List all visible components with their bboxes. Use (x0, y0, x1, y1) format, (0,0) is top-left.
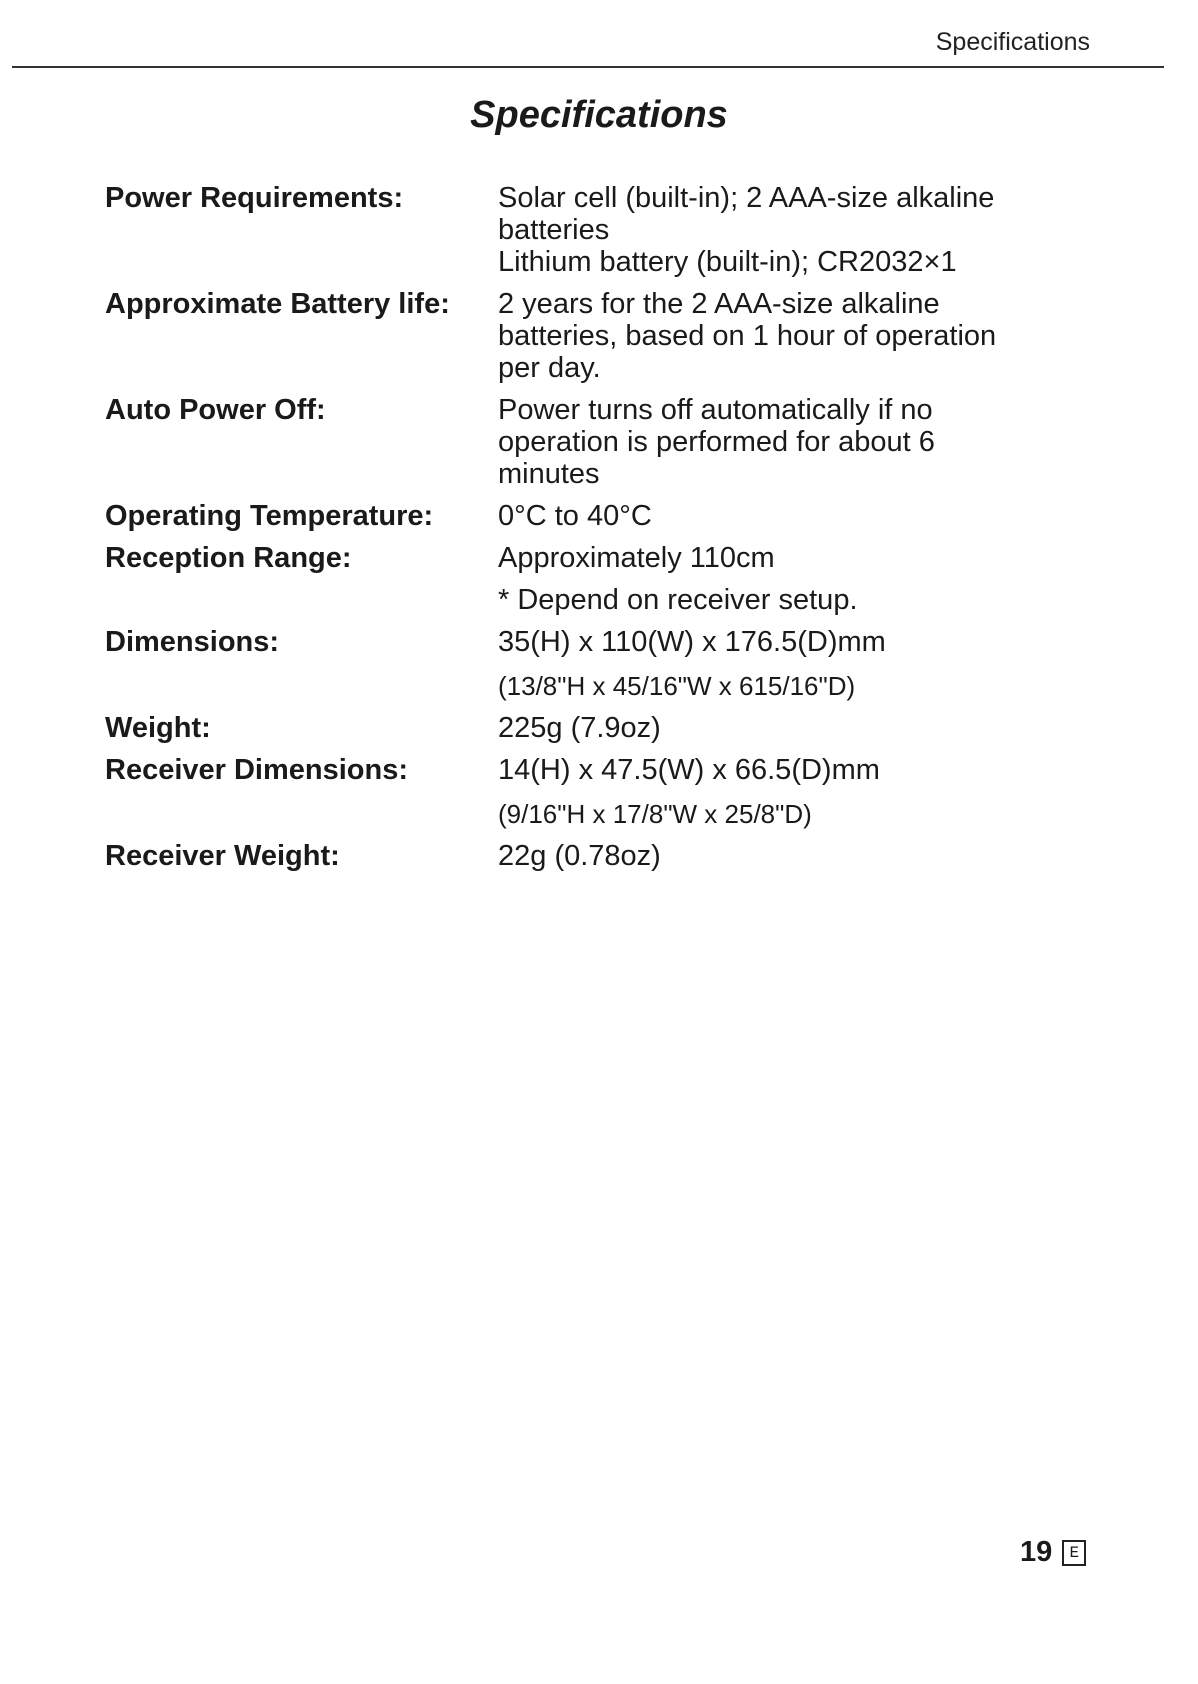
page-number: 19 (1020, 1536, 1053, 1568)
page-footer (1020, 1536, 1086, 1569)
spec-value: operation is performed for about 6 (498, 426, 935, 458)
spec-values (498, 182, 1075, 278)
spec-value: batteries (498, 214, 610, 246)
spec-label: Power Requirements: (105, 182, 404, 214)
spec-value: 2 years for the 2 AAA-size alkaline (498, 288, 940, 320)
spec-label: Weight: (105, 712, 211, 744)
spec-label: Receiver Dimensions: (105, 754, 409, 786)
spec-value: 0°C to 40°C (498, 500, 652, 532)
spec-row-dimensions (105, 626, 1075, 702)
spec-value: Approximately 110cm (498, 542, 775, 574)
language-marker-icon: E (1062, 1540, 1086, 1566)
spec-values (498, 754, 1075, 830)
spec-value: batteries, based on 1 hour of operation (498, 320, 997, 352)
spec-imperial: (13/8"H x 45/16"W x 615/16"D) (498, 671, 856, 701)
spec-row-receiver-dimensions (105, 754, 1075, 830)
spec-value: minutes (498, 458, 600, 490)
spec-value: 22g (0.78oz) (498, 840, 661, 872)
spec-value: 35(H) x 110(W) x 176.5(D)mm (498, 626, 886, 658)
spec-row-auto-power-off (105, 394, 1075, 490)
spec-label: Reception Range: (105, 542, 352, 574)
spec-value: Solar cell (built-in); 2 AAA-size alkaline (498, 182, 995, 214)
spec-table (105, 182, 1075, 882)
spec-row-operating-temperature (105, 500, 1075, 532)
spec-values (498, 840, 1075, 872)
spec-row-reception-range (105, 542, 1075, 616)
spec-values (498, 500, 1075, 532)
page-title: Specifications (470, 94, 728, 136)
spec-value: per day. (498, 352, 601, 384)
spec-values (498, 626, 1075, 702)
spec-label: Dimensions: (105, 626, 280, 658)
spec-label: Operating Temperature: (105, 500, 434, 532)
spec-imperial: (9/16"H x 17/8"W x 25/8"D) (498, 799, 812, 829)
spec-values (498, 288, 1075, 384)
spec-value: Power turns off automatically if no (498, 394, 933, 426)
spec-values (498, 542, 1075, 616)
spec-label: Auto Power Off: (105, 394, 326, 426)
spec-value: 14(H) x 47.5(W) x 66.5(D)mm (498, 754, 880, 786)
running-head: Specifications (935, 28, 1090, 56)
spec-values (498, 712, 1075, 744)
spec-row-receiver-weight (105, 840, 1075, 872)
spec-row-weight (105, 712, 1075, 744)
spec-note: * Depend on receiver setup. (498, 584, 858, 616)
spec-row-battery-life (105, 288, 1075, 384)
spec-row-power-requirements (105, 182, 1075, 278)
spec-label: Receiver Weight: (105, 840, 340, 872)
spec-value: Lithium battery (built-in); CR2032×1 (498, 246, 957, 278)
header-rule (12, 66, 1164, 68)
spec-values (498, 394, 1075, 490)
spec-label: Approximate Battery life: (105, 288, 450, 320)
spec-value: 225g (7.9oz) (498, 712, 661, 744)
